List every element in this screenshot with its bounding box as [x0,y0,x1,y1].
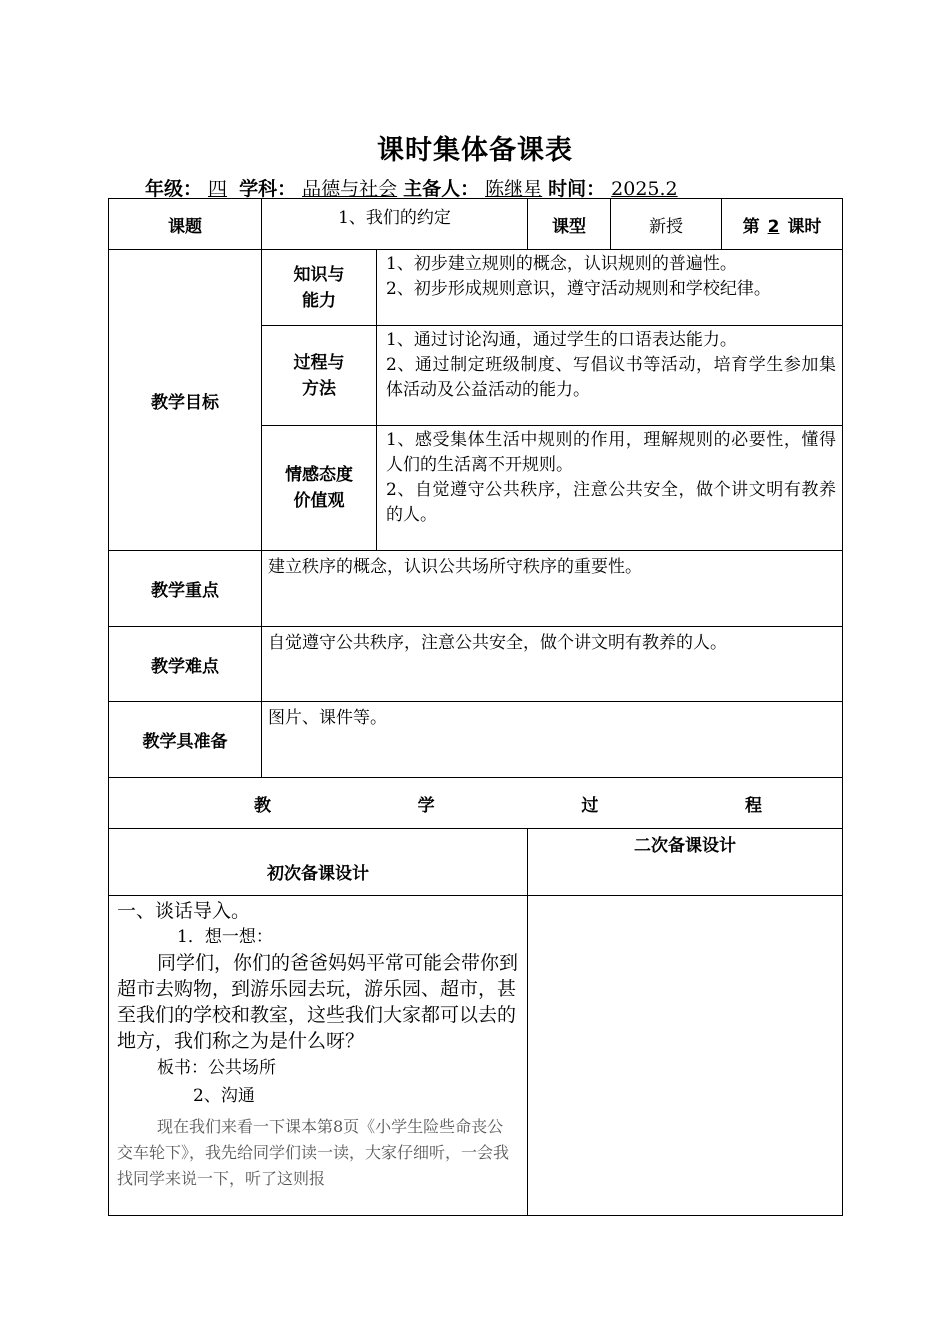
type-label: 课型 [528,199,611,250]
sub-heading-2: 2、沟通 [193,1086,255,1106]
difficulty-row [109,627,843,702]
emotion-label-line2: 价值观 [293,491,345,511]
grade-value: 四 [208,178,228,200]
preparation-row [109,702,843,778]
lesson-number [722,199,843,250]
difficulty-label: 教学难点 [109,627,262,702]
subject-label: 学科： [239,178,297,200]
section-heading-1: 一、谈话导入。 [117,900,251,922]
preparer-label: 主备人： [403,178,480,200]
process-char-1: 教 [254,795,271,816]
key-point-label: 教学重点 [109,551,262,627]
design-content-row [109,896,843,1216]
topic-row [109,199,843,250]
difficulty-text: 自觉遵守公共秩序，注意公共安全，做个讲文明有教养的人。 [262,627,843,702]
preparation-text: 图片、课件等。 [262,702,843,778]
lesson-plan-table [108,198,843,1216]
process-char-3: 过 [581,795,599,816]
preparation-label: 教学具准备 [109,702,262,778]
time-label: 时间： [548,178,606,200]
topic-label: 课题 [109,199,262,250]
emotion-item-1: 1、感受集体生活中规则的作用，理解规则的必要性，懂得人们的生活离不开规则。 [386,430,837,475]
type-value: 新授 [611,199,722,250]
page-title: 课时集体备课表 [377,135,573,166]
objective-knowledge-row [109,250,843,326]
paragraph-1: 同学们，你们的爸爸妈妈平常可能会带你到超市去购物，到游乐园去玩，游乐园、超市，甚至我们的学校和教室，这些我们大家都可以去的地方，我们称之为是什么呀？ [117,952,519,1052]
board-note: 板书：公共场所 [157,1058,276,1078]
grade-label: 年级： [145,178,203,200]
key-point-text: 建立秩序的概念，认识公共场所守秩序的重要性。 [262,551,843,627]
subject-value: 品德与社会 [302,178,398,200]
knowledge-item-1: 1、初步建立规则的概念，认识规则的普遍性。 [386,254,737,274]
topic-value: 1、我们的约定 [262,199,528,250]
design-header-row [109,829,843,896]
second-design-label: 二次备课设计 [528,829,843,896]
process-method-label-line1: 过程与 [293,352,345,373]
process-title [109,778,843,829]
knowledge-label-line2: 能力 [302,290,336,311]
process-title-row [109,778,843,829]
process-method-content [377,326,843,426]
time-value: 2025.2 [611,178,678,200]
process-method-label [262,326,377,426]
process-method-label-line2: 方法 [302,378,336,399]
meta-line [145,174,684,201]
knowledge-label-line1: 知识与 [293,264,345,285]
process-method-item-1: 1、通过讨论沟通，通过学生的口语表达能力。 [386,330,737,350]
emotion-label [262,426,377,551]
knowledge-item-2: 2、初步形成规则意识，遵守活动规则和学校纪律。 [386,279,771,299]
emotion-content [377,426,843,551]
process-method-item-2: 2、通过制定班级制度、写倡议书等活动，培育学生参加集体活动及公益活动的能力。 [386,355,837,400]
emotion-item-2: 2、自觉遵守公共秩序，注意公共安全，做个讲文明有教养的人。 [386,480,837,525]
second-design-content[interactable] [528,896,843,1216]
lesson-prefix: 第 [742,216,760,237]
emotion-label-line1: 情感态度 [285,465,353,485]
first-design-content [109,896,528,1216]
first-design-label: 初次备课设计 [109,829,528,896]
sub-heading-1: 1．想一想： [177,927,273,947]
lesson-num-value: 2 [767,216,780,237]
lesson-suffix: 课时 [787,216,822,237]
knowledge-label [262,250,377,326]
paragraph-2: 现在我们来看一下课本第8页《小学生险些命丧公交车轮下》，我先给同学们读一读，大家仔细听，一会我找同学来说一下，听了这则报 [117,1117,510,1188]
process-char-2: 学 [417,795,435,816]
key-point-row [109,551,843,627]
preparer-value: 陈继星 [485,178,543,200]
objectives-label: 教学目标 [109,250,262,551]
process-char-4: 程 [745,795,763,816]
knowledge-content [377,250,843,326]
